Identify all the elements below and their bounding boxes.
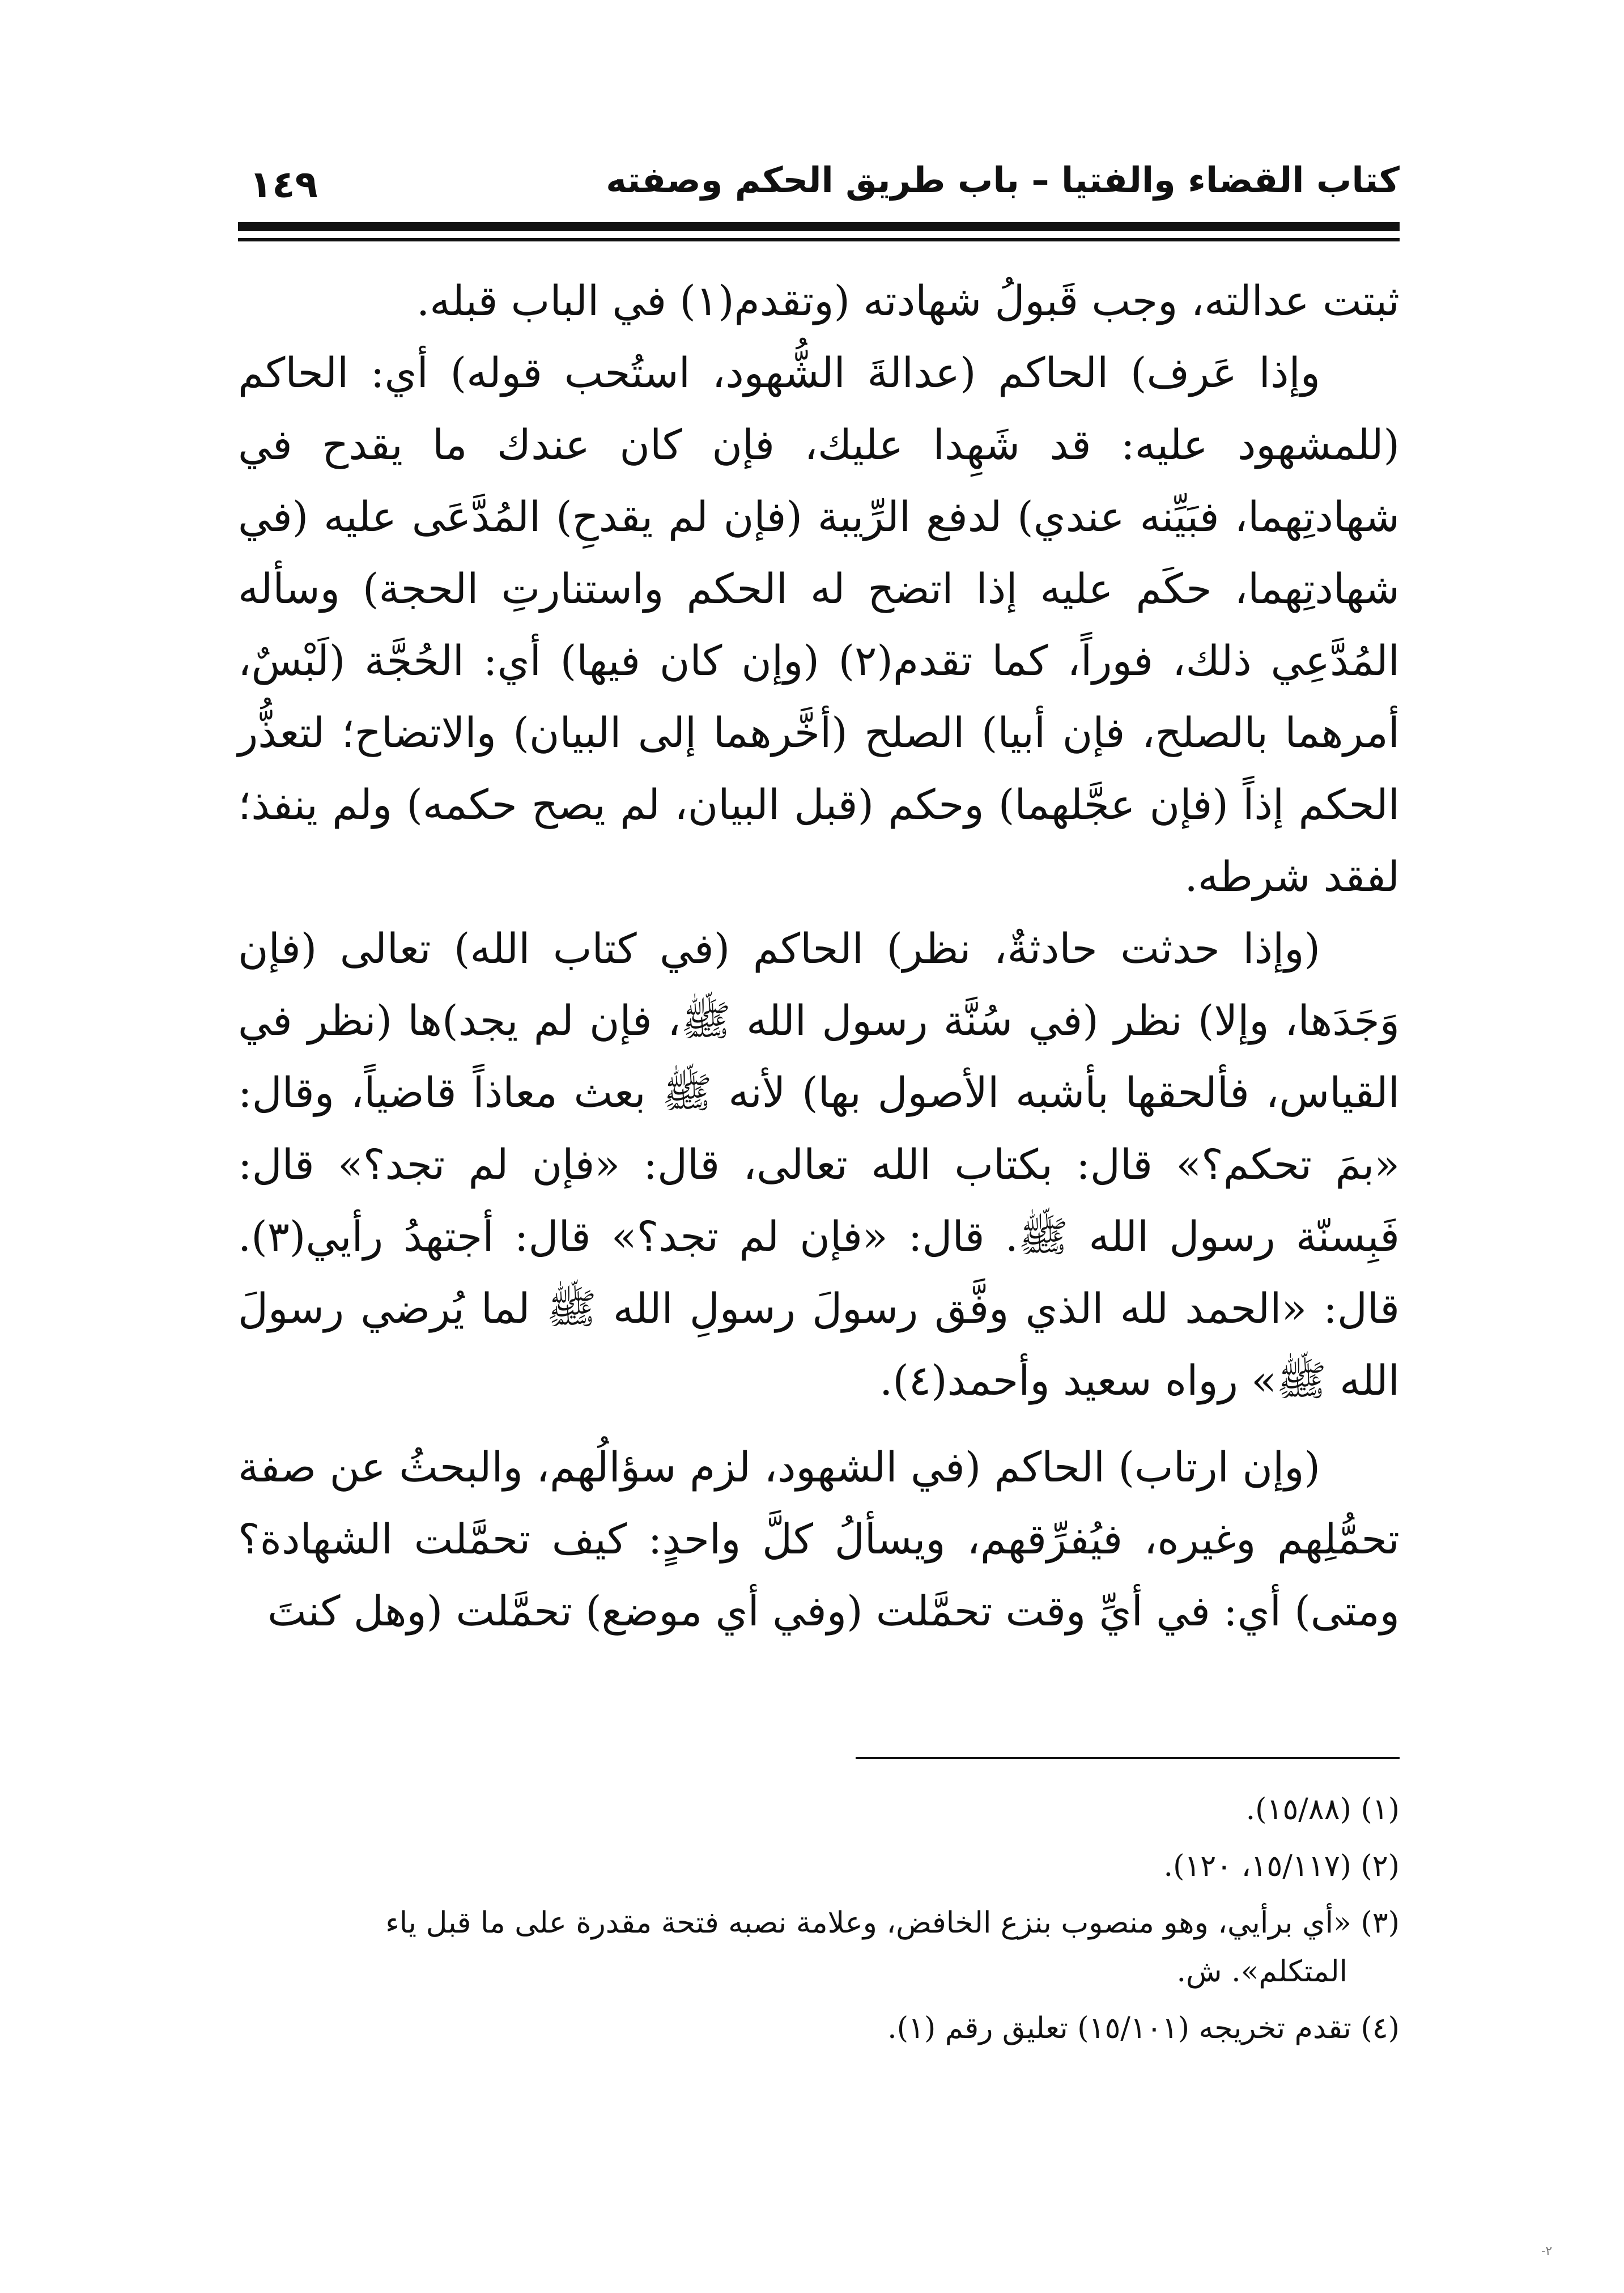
paragraph-4: (وإن ارتاب) الحاكم (في الشهود، لزم سؤالُهم، والبحثُ عن صفة تحمُّلِهم وغيره، فيُفرِّقهم، ويسألُ كلَّ واحدٍ: كيف تحمَّلت الشهادة؟ ومتى) أي: في أيِّ وقت تحمَّلت (وفي أي موضع) تحمَّلت (وهل كنتَ: [238, 1443, 1400, 1636]
footnote-2: (٢) (١٥/١١٧، ١٢٠).: [1163, 1849, 1400, 1883]
paragraph-2: وإذا عَرف) الحاكم (عدالةَ الشُّهود، استُحب قوله) أي: الحاكم (للمشهود عليه: قد شَهِدا عليك، فإن كان عندك ما يقدح في شهادتِهما، فبَيِّنه عندي) لدفع الرِّيبة (فإن لم يقدحِ) المُدَّعَى عليه (في شهادتِهما، حكَم عليه إذا اتضح له الحكم واستنارتِ الحجة) وسأله المُدَّعِي ذلك، فوراً، كما تقدم(٢) (وإن كان فيها) أي: الحُجَّة (لَبْسٌ، أمرهما بالصلح، فإن أبيا) الصلح (أخَّرهما إلى البيان) والاتضاح؛ لتعذُّر الحكم إذاً (فإن عجَّلهما) وحكم (قبل البيان، لم يصح حكمه) ولم ينفذ؛ لفقد شرطه.: [238, 349, 1400, 901]
footnote-4: (٤) تقدم تخريجه (١٥/١٠١) تعليق رقم (١).: [887, 2011, 1400, 2045]
page-number: ١٤٩: [249, 163, 318, 206]
corner-mark: -٢: [1541, 2244, 1553, 2258]
main-text: [238, 265, 1400, 1647]
header-rule-thin: [238, 238, 1400, 241]
footnote-1: (١) (١٥/٨٨).: [1245, 1793, 1400, 1827]
footnote-separator: [856, 1757, 1400, 1759]
header-rule-thick: [238, 222, 1400, 231]
paragraph-1: ثبتت عدالته، وجب قَبولُ شهادته (وتقدم(١) في الباب قبله.: [416, 277, 1400, 325]
chapter-title: كتاب القضاء والفتيا – باب طريق الحكم وصفته: [606, 159, 1400, 201]
footnote-3: (٣) «أي برأيي، وهو منصوب بنزع الخافض، وعلامة نصبه فتحة مقدرة على ما قبل ياء: [385, 1906, 1400, 1940]
footnotes: [238, 1785, 1400, 2061]
footnote-3-continuation: المتكلم». ش.: [1176, 1955, 1347, 1989]
paragraph-3: (وإذا حدثت حادثةٌ، نظر) الحاكم (في كتاب الله) تعالى (فإن وَجَدَها، وإلا) نظر (في سُنَّة رسول الله ﷺ، فإن لم يجد)ها (نظر في القياس، فألحقها بأشبه الأصول بها) لأنه ﷺ بعث معاذاً قاضياً، وقال: «بمَ تحكم؟» قال: بكتاب الله تعالى، قال: «فإن لم تجد؟» قال: فَبِسنّة رسول الله ﷺ. قال: «فإن لم تجد؟» قال: أجتهدُ رأيي(٣). قال: «الحمد لله الذي وفَّق رسولَ رسولِ الله ﷺ لما يُرضي رسولَ الله ﷺ» رواه سعيد وأحمد(٤).: [238, 925, 1400, 1405]
running-header: [249, 152, 1400, 214]
